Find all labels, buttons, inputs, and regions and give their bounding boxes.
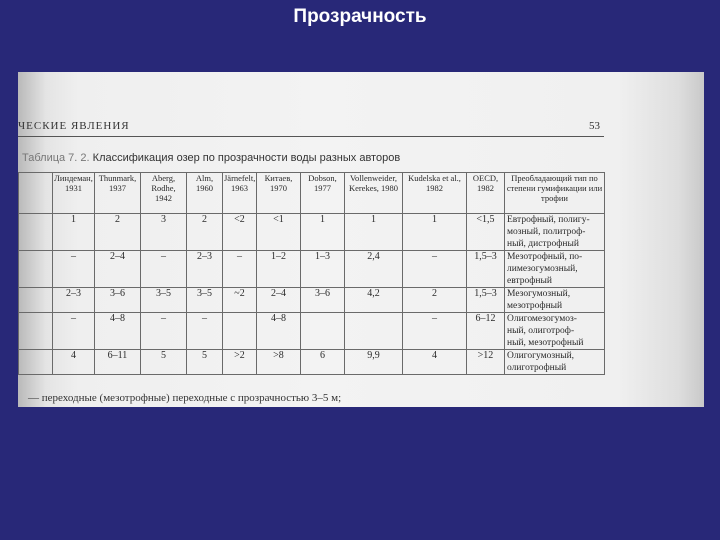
header-cell: Thunmark, 1937 [95, 173, 141, 214]
table-cell: 2–4 [95, 251, 141, 288]
table-cell [19, 350, 53, 375]
trophic-type-cell [505, 313, 605, 350]
header-cell: Линдеман, 1931 [53, 173, 95, 214]
trophic-type-line: Евтрофный, полигу- [507, 215, 590, 225]
table-cell: – [403, 251, 467, 288]
classification-table [18, 172, 605, 375]
page-number: 53 [589, 120, 600, 132]
table-cell: 4 [403, 350, 467, 375]
table-cell: 1,5–3 [467, 288, 505, 313]
trophic-type-line: Мезогумозный, [507, 289, 571, 299]
table-cell: <1 [257, 214, 301, 251]
table-cell: 3–5 [141, 288, 187, 313]
trophic-type-line: лимезогумозный, [507, 264, 578, 274]
page-running-header: ЧЕСКИЕ ЯВЛЕНИЯ [18, 120, 130, 132]
table-cell: 4 [53, 350, 95, 375]
table-cell: <2 [223, 214, 257, 251]
header-cell: Järnefelt, 1963 [223, 173, 257, 214]
table-caption-text: Классификация озер по прозрачности воды разных авторов [92, 152, 401, 164]
table-cell [19, 288, 53, 313]
header-cell: Преобладающий тип по степени гумификации или трофии [505, 173, 605, 214]
table-cell: 2–4 [257, 288, 301, 313]
header-cell: Китаев, 1970 [257, 173, 301, 214]
table-cell: 5 [141, 350, 187, 375]
table-cell [301, 313, 345, 350]
table-header-row [19, 173, 605, 214]
table-cell: 5 [187, 350, 223, 375]
table-row [19, 214, 605, 251]
table-cell: 6 [301, 350, 345, 375]
table-cell: 6–11 [95, 350, 141, 375]
table-cell: 4,2 [345, 288, 403, 313]
table-cell: 2 [187, 214, 223, 251]
trophic-type-line: Мезотрофный, по- [507, 252, 583, 262]
trophic-type-cell [505, 350, 605, 375]
table-caption [22, 152, 400, 164]
trophic-type-line: мезотрофный [507, 301, 563, 311]
table-cell: 3–6 [301, 288, 345, 313]
header-cell: Kudelska et al., 1982 [403, 173, 467, 214]
table-cell: <1,5 [467, 214, 505, 251]
table-row [19, 251, 605, 288]
table-cell: >12 [467, 350, 505, 375]
table-cell: 4–8 [257, 313, 301, 350]
table-cell: 2 [95, 214, 141, 251]
table-cell: 1–3 [301, 251, 345, 288]
table-cell: 6–12 [467, 313, 505, 350]
header-cell: Alm, 1960 [187, 173, 223, 214]
slide-title: Прозрачность [293, 6, 427, 27]
table-cell: >2 [223, 350, 257, 375]
scanned-page-image [18, 72, 704, 407]
trophic-type-line: мозный, политроф- [507, 227, 586, 237]
table-cell: 1–2 [257, 251, 301, 288]
table-cell: 1 [301, 214, 345, 251]
header-cell: Dobson, 1977 [301, 173, 345, 214]
header-cell: Vollenweider, Kerekes, 1980 [345, 173, 403, 214]
trophic-type-line: ный, олиготроф- [507, 326, 575, 336]
table-cell [19, 251, 53, 288]
table-row [19, 313, 605, 350]
table-cell: – [223, 251, 257, 288]
table-caption-label: Таблица 7. 2. [22, 152, 90, 164]
table-cell: 2,4 [345, 251, 403, 288]
trophic-type-cell [505, 251, 605, 288]
table-cell: 1 [345, 214, 403, 251]
table-cell [19, 313, 53, 350]
table-cell: – [187, 313, 223, 350]
table-cell: 3–6 [95, 288, 141, 313]
header-cell: Aberg, Rodhe, 1942 [141, 173, 187, 214]
trophic-type-cell [505, 214, 605, 251]
table-cell: – [141, 251, 187, 288]
trophic-type-line: евтрофный [507, 276, 552, 286]
table-cell: 4–8 [95, 313, 141, 350]
trophic-type-cell [505, 288, 605, 313]
table-cell: ~2 [223, 288, 257, 313]
table-cell: 3–5 [187, 288, 223, 313]
header-cell: OECD, 1982 [467, 173, 505, 214]
trophic-type-line: олиготрофный [507, 363, 567, 373]
header-rule [18, 136, 604, 137]
table-cell: 1,5–3 [467, 251, 505, 288]
table-row [19, 350, 605, 375]
table-cell [223, 313, 257, 350]
table-cell: – [141, 313, 187, 350]
table-cell: 3 [141, 214, 187, 251]
table-cell: – [53, 313, 95, 350]
trophic-type-line: Олигомезогумоз- [507, 314, 577, 324]
table-cell: 2–3 [187, 251, 223, 288]
trophic-type-line: Олигогумозный, [507, 351, 575, 361]
table-cell [345, 313, 403, 350]
trophic-type-line: ный, мезотрофный [507, 338, 584, 348]
page-footnote: — переходные (мезотрофные) переходные с прозрачностью 3–5 м; [28, 392, 342, 404]
table-cell: 2–3 [53, 288, 95, 313]
table-cell: – [53, 251, 95, 288]
table-cell: 2 [403, 288, 467, 313]
table-cell [19, 214, 53, 251]
table-cell: 1 [53, 214, 95, 251]
table-cell: 1 [403, 214, 467, 251]
table-row [19, 288, 605, 313]
table-cell: – [403, 313, 467, 350]
table-cell: >8 [257, 350, 301, 375]
trophic-type-line: ный, дистрофный [507, 239, 579, 249]
header-cell [19, 173, 53, 214]
table-cell: 9,9 [345, 350, 403, 375]
